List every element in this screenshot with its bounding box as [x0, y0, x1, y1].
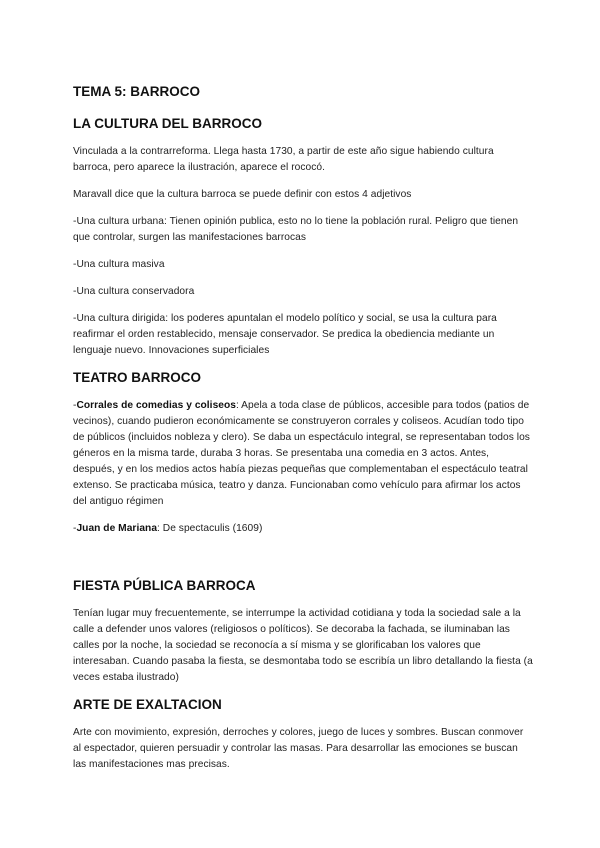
section-heading: TEATRO BARROCO: [73, 370, 201, 385]
paragraph: -Una cultura conservadora: [73, 286, 195, 297]
paragraph: -Una cultura dirigida: los poderes apuntalan el modelo político y social, se usa la cultura para reafirmar el orden restablecido, mensaje conservador. Se predica la obediencia mediante un lenguaje nuevo. Innovaciones superficiales: [73, 313, 497, 356]
paragraph: Tenían lugar muy frecuentemente, se interrumpe la actividad cotidiana y toda la sociedad sale a la calle a defender unos valores (religiosos o políticos). Se decoraba la fachada, se iluminaban las calles por la noche, la sociedad se reconocía a sí misma y se glorificaban los valores que interesaban. Cuando pasaba la fiesta, se desmontaba todo se escribía un libro detallando la fiesta (a veces estaba ilustrado): [73, 608, 533, 683]
section-cultura-barroco: [73, 116, 533, 359]
bold-term: Juan de Mariana: [76, 523, 158, 534]
paragraph: -Una cultura urbana: Tienen opinión publica, esto no lo tiene la población rural. Peligro que tienen que controlar, surgen las manifestaciones barrocas: [73, 216, 519, 243]
spacer: [73, 548, 533, 578]
document-title: TEMA 5: BARROCO: [73, 84, 200, 99]
list-dash: -: [73, 400, 77, 411]
paragraph-mariana: [73, 521, 533, 537]
section-heading: FIESTA PÚBLICA BARROCA: [73, 578, 256, 593]
paragraph: -Una cultura masiva: [73, 259, 165, 270]
list-dash: -: [73, 523, 77, 534]
paragraph-text: : Apela a toda clase de públicos, accesible para todos (patios de vecinos), cuando pudieron económicamente se construyeron corrales y coliseos. Acudían todo tipo de públicos (incluidos nobleza y clero). Se daba un espectáculo integral, se representaban todos los géneros en la misma tarde, duraba 3 horas. Se presentaba una comedia en 3 actos. Antes, después, y en los medios actos había piezas pequeñas que complementaban el espectáculo teatral extenso. Se practicaba música, teatro y danza. Funcionaban como vehículo para afirmar los actos del antiguo régimen: [73, 400, 530, 507]
paragraph: Arte con movimiento, expresión, derroches y colores, juego de luces y sombres. Buscan conmover al espectador, quieren persuadir y controlar las masas. Para desarrollar las emociones se buscan las manifestaciones mas precisas.: [73, 727, 524, 770]
paragraph: Vinculada a la contrarreforma. Llega hasta 1730, a partir de este año sigue habiendo cultura barroca, pero aparece la ilustración, aparece el rococó.: [73, 146, 494, 173]
section-fiesta-publica: [73, 578, 533, 686]
section-heading: ARTE DE EXALTACION: [73, 697, 222, 712]
document-page: [73, 84, 533, 784]
paragraph-corrales: [73, 398, 533, 510]
paragraph: Maravall dice que la cultura barroca se puede definir con estos 4 adjetivos: [73, 189, 412, 200]
section-arte-exaltacion: [73, 697, 533, 773]
section-heading: LA CULTURA DEL BARROCO: [73, 116, 262, 131]
paragraph-text: : De spectaculis (1609): [157, 523, 263, 534]
section-teatro-barroco: [73, 370, 533, 537]
bold-term: Corrales de comedias y coliseos: [76, 400, 236, 411]
